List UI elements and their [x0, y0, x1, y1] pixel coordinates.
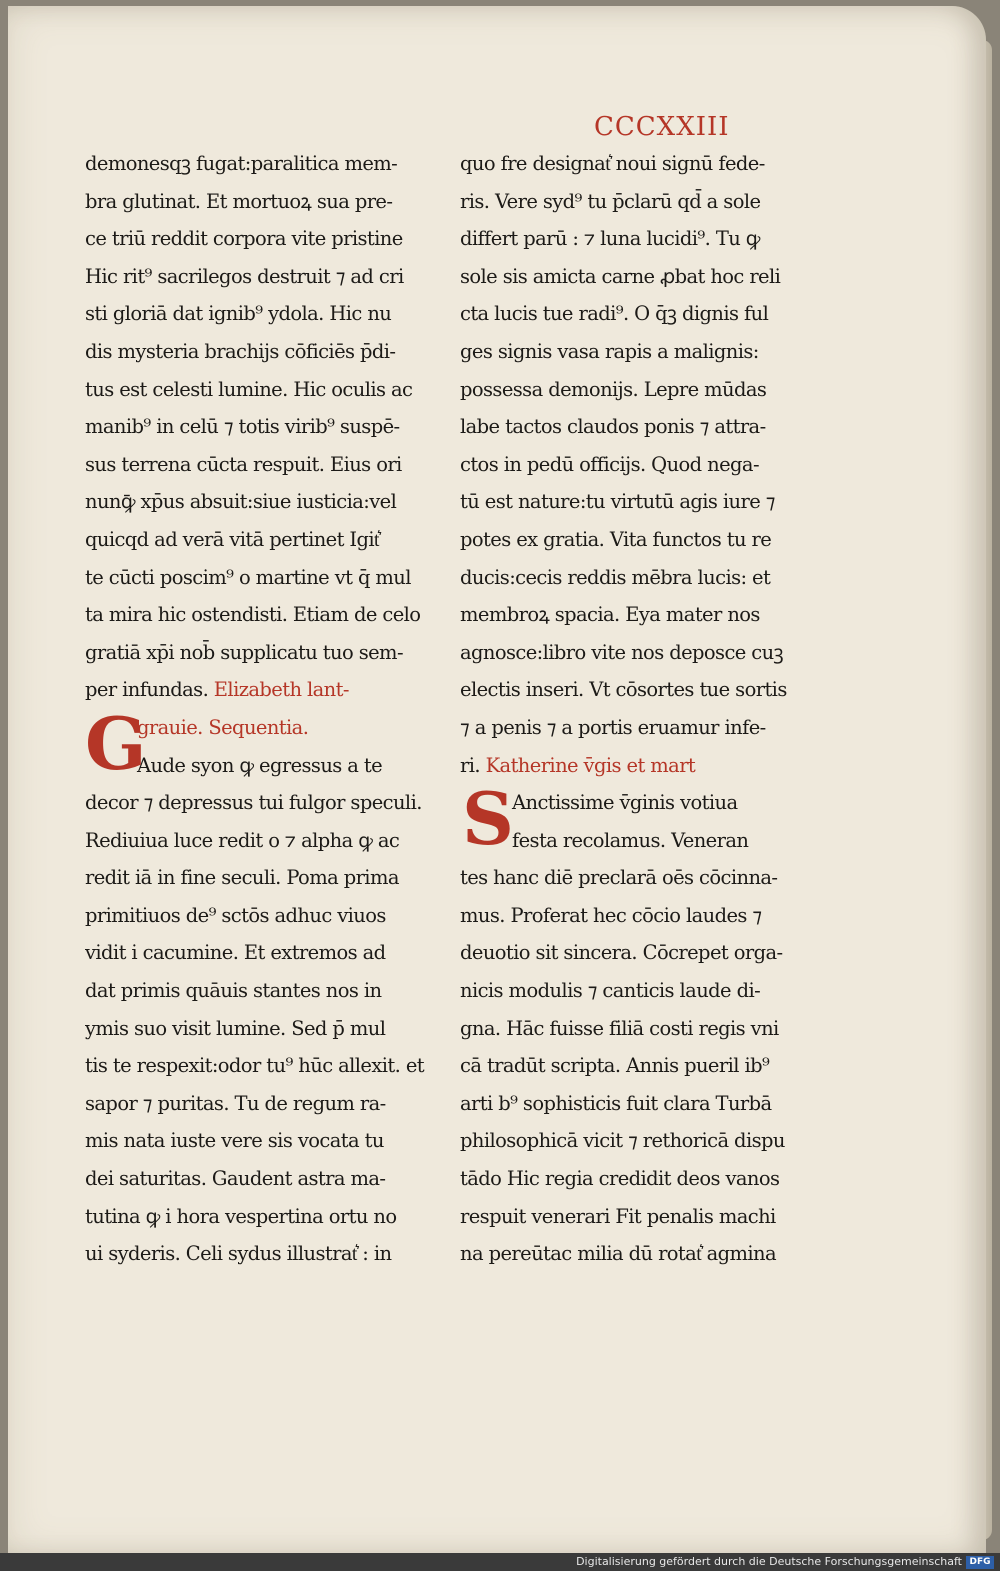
text-line: agnosce:libro vite nos deposce cuꝫ [460, 640, 783, 664]
text-line: dis mysteria brachijs cōficiēs p̄di- [85, 339, 396, 363]
text-line: quicqd ad verā vitā pertinet Igit͛ [85, 527, 379, 551]
text-line: membroꝝ spacia. Eya mater nos [460, 603, 760, 627]
text-line: nunꝙ̄ xp̄us absuit:siue iusticia:vel [85, 490, 397, 514]
text-line: Anctissime v̄ginis votiua [512, 791, 738, 815]
text-line: redit iā in fine seculi. Poma prima [85, 866, 399, 890]
text-line: philosophicā vicit ⁊ rethoricā dispu [460, 1129, 785, 1153]
footer-credit: Digitalisierung gefördert durch die Deutsche Forschungsgemeinschaft [576, 1555, 962, 1568]
initial-letter-s: S [462, 776, 514, 862]
rubric-line-text: ri. [460, 753, 480, 777]
text-line: ta mira hic ostendisti. Etiam de celo [85, 603, 421, 627]
text-line: tū est nature:tu virtutū agis iure ⁊ [460, 490, 775, 514]
text-line: tus est celesti lumine. Hic oculis ac [85, 377, 413, 401]
text-line: deuotio sit sincera. Cōcrepet orga- [460, 941, 783, 965]
text-line: nicis modulis ⁊ canticis laude di- [460, 979, 761, 1003]
text-line: cta lucis tue radi⁹. O q̄ꝫ dignis ful [460, 302, 769, 326]
text-line: ctos in pedū officijs. Quod nega- [460, 452, 759, 476]
text-line: ce triū reddit corpora vite pristine [85, 227, 403, 251]
text-line: bra glutinat. Et mortuoꝝ sua pre- [85, 189, 393, 213]
text-line: possessa demonijs. Lepre mūdas [460, 377, 767, 401]
text-line: electis inseri. Vt cōsortes tue sortis [460, 678, 787, 702]
text-line: labe tactos claudos ponis ⁊ attra- [460, 415, 766, 439]
text-line: sti gloriā dat ignib⁹ ydola. Hic nu [85, 302, 392, 326]
rubric-red-text: Katherine v̄gis et mart [485, 753, 696, 777]
text-line: cā tradūt scripta. Annis pueril ib⁹ [460, 1054, 770, 1078]
text-line: decor ⁊ depressus tui fulgor speculi. [85, 791, 422, 815]
text-line: Hic rit⁹ sacrilegos destruit ⁊ ad cri [85, 264, 404, 288]
right-column [460, 145, 810, 1273]
text-line: mus. Proferat hec cōcio laudes ⁊ [460, 903, 762, 927]
text-line: ymis suo visit lumine. Sed p̄ mul [85, 1016, 386, 1040]
text-line: ducis:cecis reddis mēbra lucis: et [460, 565, 771, 589]
text-line: sus terrena cūcta respuit. Eius ori [85, 452, 402, 476]
text-line: mis nata iuste vere sis vocata tu [85, 1129, 384, 1153]
text-line: sole sis amicta carne ꝓbat hoc reli [460, 264, 781, 288]
initial-letter-g: G [85, 700, 147, 786]
text-line: dei saturitas. Gaudent astra ma- [85, 1167, 386, 1191]
dfg-logo: DFG [966, 1556, 994, 1569]
text-line: tādo Hic regia credidit deos vanos [460, 1167, 780, 1191]
rubric-red-text: Elizabeth lant- [213, 678, 349, 702]
text-line: dat primis quāuis stantes nos in [85, 979, 382, 1003]
text-line: ris. Vere syd⁹ tu p̄clarū qd̄ a sole [460, 189, 761, 213]
text-line: Rediuiua luce redit o ⁊ alpha ꝙ ac [85, 828, 400, 852]
text-line: primitiuos de⁹ sctōs adhuc viuos [85, 903, 386, 927]
text-line: respuit venerari Fit penalis machi [460, 1204, 776, 1228]
text-line: sapor ⁊ puritas. Tu de regum ra- [85, 1091, 386, 1115]
text-line: ⁊ a penis ⁊ a portis eruamur infe- [460, 715, 766, 739]
text-line: ui syderis. Celi sydus illustrat͛ : in [85, 1242, 392, 1266]
rubric-heading: grauie. Sequentia. [137, 715, 309, 739]
text-line: quo fre designat͛ noui signū fede- [460, 152, 765, 175]
text-line: na pereūtac milia dū rotat͛ agmina [460, 1242, 777, 1266]
text-line: differt parū : ⁊ luna lucidi⁹. Tu ꝙ [460, 227, 760, 251]
text-line: gratiā xp̄i nob̄ supplicatu tuo sem- [85, 640, 403, 664]
text-line: potes ex gratia. Vita functos tu re [460, 527, 772, 551]
text-line: tutina ꝙ i hora vespertina ortu no [85, 1204, 397, 1228]
text-line: ges signis vasa rapis a malignis: [460, 339, 759, 363]
text-line: gna. Hāc fuisse filiā costi regis vni [460, 1016, 779, 1040]
text-line: arti b⁹ sophisticis fuit clara Turbā [460, 1091, 772, 1115]
text-line: te cūcti poscim⁹ o martine vt q̄ mul [85, 565, 411, 589]
text-line: tis te respexit:odor tu⁹ hūc allexit. et [85, 1054, 424, 1078]
text-line: manib⁹ in celū ⁊ totis virib⁹ suspē- [85, 415, 400, 439]
text-line: Aude syon ꝙ egressus a te [137, 753, 383, 777]
text-line: demonesqꝫ fugat:paralitica mem- [85, 152, 398, 175]
folio-number: CCCXXIII [594, 112, 730, 142]
text-line: tes hanc diē preclarā oēs cōcinna- [460, 866, 778, 890]
left-column [85, 145, 435, 1273]
rubric-line-text: per infundas. [85, 678, 209, 702]
text-line: festa recolamus. Veneran [512, 828, 749, 852]
text-line: vidit i cacumine. Et extremos ad [85, 941, 386, 965]
